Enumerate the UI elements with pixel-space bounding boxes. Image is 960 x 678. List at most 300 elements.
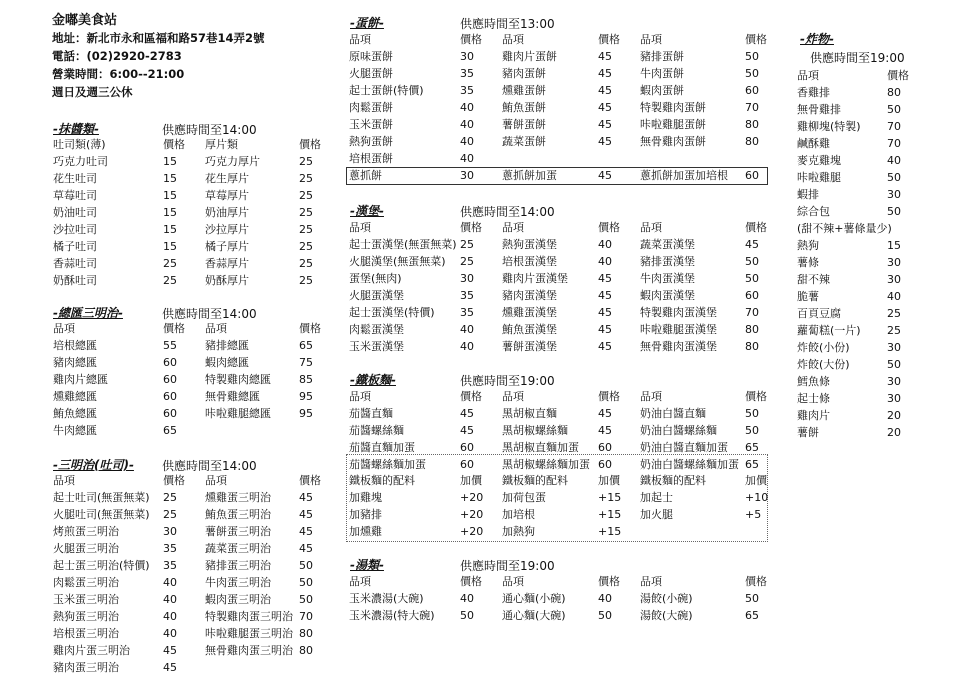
addon-price: +15 xyxy=(598,508,622,521)
menu-item-name: 培根蛋三明治 xyxy=(53,627,119,640)
menu-item-name: 火腿蛋餅 xyxy=(349,67,393,80)
menu-item-name: 咔啦雞腿蛋餅 xyxy=(640,118,706,131)
menu-item-name: 黑胡椒螺絲麵 xyxy=(502,424,568,437)
section-title: -總匯三明治- xyxy=(53,306,123,320)
menu-item-name: 燻雞蛋三明治 xyxy=(205,491,271,504)
store-hours: 營業時間：6:00--21:00 xyxy=(52,67,185,81)
menu-item-name: 火腿吐司(無蛋無菜) xyxy=(53,508,150,521)
menu-row xyxy=(0,305,960,322)
menu-item-name: 奶油白醬螺絲麵加蛋 xyxy=(640,458,739,471)
menu-item-name: 熱狗蛋餅 xyxy=(349,135,393,148)
menu-item-price: 45 xyxy=(598,84,612,97)
column-header: 價格 xyxy=(598,33,620,46)
menu-item-price: 50 xyxy=(745,255,759,268)
menu-item-name: 通心麵(小碗) xyxy=(502,592,566,605)
column-header: 品項 xyxy=(349,221,371,234)
menu-item-price: 50 xyxy=(598,609,612,622)
menu-item-name: 咔啦雞腿蛋漢堡 xyxy=(640,323,717,336)
menu-row xyxy=(0,186,960,203)
menu-item-price: 75 xyxy=(299,356,313,369)
menu-item-price: 80 xyxy=(745,323,759,336)
menu-item-name: 炸餃(小份) xyxy=(797,341,850,354)
menu-item-name: 起士蛋漢堡(特價) xyxy=(349,306,435,319)
menu-item-price: 50 xyxy=(887,171,901,184)
addon-price: +10 xyxy=(745,491,769,504)
column-header: 品項 xyxy=(640,390,662,403)
menu-item-price: 80 xyxy=(745,118,759,131)
column-header: 品項 xyxy=(349,33,371,46)
column-header: 價格 xyxy=(460,575,482,588)
column-header: 品項 xyxy=(349,390,371,403)
menu-item-name: 花生厚片 xyxy=(205,172,249,185)
menu-item-price: 30 xyxy=(887,341,901,354)
menu-item-name: 黑胡椒直麵 xyxy=(502,407,557,420)
menu-item-price: 25 xyxy=(299,172,313,185)
menu-item-name: 黑胡椒螺絲麵加蛋 xyxy=(502,458,590,471)
addon-price: +20 xyxy=(460,508,484,521)
menu-item-price: 40 xyxy=(887,290,901,303)
menu-item-name: 薯餅 xyxy=(797,426,819,439)
menu-item-price: 40 xyxy=(460,118,474,131)
menu-item-name: 蝦肉蛋三明治 xyxy=(205,593,271,606)
menu-row xyxy=(0,203,960,220)
menu-item-price: 60 xyxy=(598,441,612,454)
menu-item-price: 25 xyxy=(460,255,474,268)
menu-item-price: 70 xyxy=(887,120,901,133)
addon-header-row xyxy=(0,472,960,489)
menu-item-name: 起士吐司(無蛋無菜) xyxy=(53,491,150,504)
menu-item-name: 雞肉片蛋餅 xyxy=(502,50,557,63)
menu-item-price: 45 xyxy=(163,644,177,657)
menu-item-name: 香蒜吐司 xyxy=(53,257,97,270)
column-header: 價格 xyxy=(598,575,620,588)
menu-item-name: 特製雞肉蛋漢堡 xyxy=(640,306,717,319)
column-header: 價格 xyxy=(299,322,321,335)
menu-row xyxy=(0,288,960,305)
column-header: 品項 xyxy=(205,474,227,487)
store-closed-days: 週日及週三公休 xyxy=(52,85,133,99)
menu-item-price: 50 xyxy=(745,50,759,63)
menu-row xyxy=(0,390,960,407)
menu-item-name: 起士蛋餅(特價) xyxy=(349,84,424,97)
menu-item-name: 玉米蛋餅 xyxy=(349,118,393,131)
menu-item-price: 35 xyxy=(460,84,474,97)
menu-item-name: 肉鬆蛋三明治 xyxy=(53,576,119,589)
menu-item-name: 鮪魚總匯 xyxy=(53,407,97,420)
menu-item-price: 20 xyxy=(887,409,901,422)
menu-item-price: 25 xyxy=(299,274,313,287)
column-header: 品項 xyxy=(349,575,371,588)
column-header: 品項 xyxy=(640,33,662,46)
menu-row xyxy=(0,169,960,186)
menu-item-name: 雞柳塊(特製) xyxy=(797,120,861,133)
menu-item-price: 40 xyxy=(598,255,612,268)
menu-item-name: 咔啦雞腿蛋三明治 xyxy=(205,627,293,640)
menu-item-name: 熱狗 xyxy=(797,239,819,252)
menu-item-price: 35 xyxy=(460,306,474,319)
addon-price: +20 xyxy=(460,491,484,504)
menu-item-name: 蔥抓餅加蛋加培根 xyxy=(640,169,728,182)
menu-item-price: 15 xyxy=(163,223,177,236)
menu-item-name: 薯餅蛋三明治 xyxy=(205,525,271,538)
menu-item-name: 花生吐司 xyxy=(53,172,97,185)
menu-item-price: 25 xyxy=(299,240,313,253)
column-header: 品項 xyxy=(502,575,524,588)
column-header: 價格 xyxy=(887,69,909,82)
menu-item-name: 雞肉片蛋漢堡 xyxy=(502,272,568,285)
column-header: 厚片類 xyxy=(205,138,238,151)
menu-item-price: 60 xyxy=(598,458,612,471)
menu-item-price: 45 xyxy=(598,289,612,302)
menu-item-name: 肉鬆蛋餅 xyxy=(349,101,393,114)
supply-time: 供應時間至13:00 xyxy=(460,17,555,31)
supply-time: 供應時間至19:00 xyxy=(460,559,555,573)
menu-item-name: 茄醬直麵加蛋 xyxy=(349,441,415,454)
menu-item-price: 15 xyxy=(163,155,177,168)
supply-time: 供應時間至14:00 xyxy=(162,307,257,321)
menu-item-name: 烤煎蛋三明治 xyxy=(53,525,119,538)
column-header: 品項 xyxy=(502,390,524,403)
column-header: 品項 xyxy=(640,575,662,588)
addon-row xyxy=(0,506,960,523)
addon-column-header: 鐵板麵的配料 xyxy=(349,474,415,487)
menu-item-name: 特製雞肉蛋餅 xyxy=(640,101,706,114)
addon-row xyxy=(0,523,960,540)
menu-row xyxy=(0,356,960,373)
menu-item-name: 燻雞總匯 xyxy=(53,390,97,403)
column-header: 品項 xyxy=(502,221,524,234)
section-title: -炸物- xyxy=(800,32,834,46)
column-header: 價格 xyxy=(745,33,767,46)
section-title: -漢堡- xyxy=(350,204,384,218)
menu-item-name: 蝦肉蛋餅 xyxy=(640,84,684,97)
menu-item-name: 鱈魚條 xyxy=(797,375,830,388)
addon-column-header: 鐵板麵的配料 xyxy=(640,474,706,487)
menu-item-name: 玉米蛋漢堡 xyxy=(349,340,404,353)
menu-row xyxy=(0,407,960,424)
menu-item-price: 45 xyxy=(745,238,759,251)
menu-item-price: 40 xyxy=(460,152,474,165)
addon-column-header: 加價 xyxy=(598,474,620,487)
menu-item-name: 巧克力厚片 xyxy=(205,155,260,168)
menu-item-price: 25 xyxy=(887,307,901,320)
menu-item-name: 蔬菜蛋三明治 xyxy=(205,542,271,555)
menu-item-price: 45 xyxy=(598,101,612,114)
menu-item-name: 火腿漢堡(無蛋無菜) xyxy=(349,255,446,268)
menu-item-name: 咔啦雞腿 xyxy=(797,171,841,184)
store-phone: 電話：(02)2920-2783 xyxy=(52,49,182,63)
menu-row xyxy=(0,659,960,676)
menu-item-price: 60 xyxy=(163,356,177,369)
menu-item-name: 牛肉蛋三明治 xyxy=(205,576,271,589)
menu-item-price: 60 xyxy=(460,458,474,471)
column-header: 價格 xyxy=(745,221,767,234)
menu-item-price: 40 xyxy=(460,135,474,148)
menu-item-price: 40 xyxy=(598,592,612,605)
menu-item-name: 沙拉厚片 xyxy=(205,223,249,236)
menu-item-price: 50 xyxy=(745,424,759,437)
menu-row xyxy=(0,642,960,659)
menu-item-price: 45 xyxy=(598,50,612,63)
menu-item-price: 65 xyxy=(745,458,759,471)
column-header: 吐司類(薄) xyxy=(53,138,106,151)
supply-time: 供應時間至19:00 xyxy=(460,374,555,388)
menu-row xyxy=(0,373,960,390)
menu-item-price: 50 xyxy=(460,609,474,622)
menu-item-name: 特製雞肉總匯 xyxy=(205,373,271,386)
menu-item-price: 60 xyxy=(163,390,177,403)
menu-item-price: 25 xyxy=(299,155,313,168)
menu-item-price: 95 xyxy=(299,407,313,420)
menu-row xyxy=(0,254,960,271)
menu-item-name: 奶油白醬直麵加蛋 xyxy=(640,441,728,454)
supply-time: 供應時間至14:00 xyxy=(162,459,257,473)
menu-item-price: 30 xyxy=(163,525,177,538)
menu-item-price: 60 xyxy=(163,407,177,420)
menu-item-price: 45 xyxy=(299,508,313,521)
menu-item-name: 奶油吐司 xyxy=(53,206,97,219)
menu-row xyxy=(0,271,960,288)
addon-name: 加荷包蛋 xyxy=(502,491,546,504)
column-header: 價格 xyxy=(598,221,620,234)
menu-item-price: 40 xyxy=(460,323,474,336)
addon-column-header: 加價 xyxy=(460,474,482,487)
menu-item-price: 80 xyxy=(745,340,759,353)
menu-item-name: 鹹酥雞 xyxy=(797,137,830,150)
menu-item-name: 燻雞蛋餅 xyxy=(502,84,546,97)
menu-item-name: 牛肉總匯 xyxy=(53,424,97,437)
menu-item-name: 脆薯 xyxy=(797,290,819,303)
menu-item-name: 茄醬直麵 xyxy=(349,407,393,420)
menu-item-name: 蛋堡(無肉) xyxy=(349,272,402,285)
menu-item-price: 80 xyxy=(299,627,313,640)
menu-item-price: 45 xyxy=(598,424,612,437)
menu-row xyxy=(0,625,960,642)
menu-item-price: 45 xyxy=(598,67,612,80)
menu-item-price: 65 xyxy=(745,609,759,622)
addon-name: 加燻雞 xyxy=(349,525,382,538)
menu-item-price: 15 xyxy=(163,206,177,219)
menu-item-price: 40 xyxy=(460,101,474,114)
column-header: 價格 xyxy=(299,138,321,151)
menu-item-price: 45 xyxy=(299,525,313,538)
menu-item-name: 豬肉蛋漢堡 xyxy=(502,289,557,302)
section-title: -鐵板麵- xyxy=(350,373,396,387)
menu-item-name: 火腿蛋三明治 xyxy=(53,542,119,555)
menu-item-price: 45 xyxy=(598,272,612,285)
table-header-row xyxy=(0,573,960,590)
menu-item-price: 25 xyxy=(163,274,177,287)
menu-item-name: 牛肉蛋餅 xyxy=(640,67,684,80)
menu-item-price: 40 xyxy=(460,592,474,605)
menu-item-price: 70 xyxy=(745,101,759,114)
menu-item-price: 25 xyxy=(163,508,177,521)
menu-item-name: 培根蛋漢堡 xyxy=(502,255,557,268)
menu-item-price: 60 xyxy=(745,84,759,97)
menu-item-name: 培根蛋餅 xyxy=(349,152,393,165)
menu-item-name: 奶油白醬螺絲麵 xyxy=(640,424,717,437)
menu-item-price: 25 xyxy=(299,206,313,219)
column-header: 價格 xyxy=(598,390,620,403)
menu-item-price: 30 xyxy=(460,169,474,182)
menu-item-price: 60 xyxy=(745,169,759,182)
menu-item-name: 鮪魚蛋三明治 xyxy=(205,508,271,521)
column-header: 價格 xyxy=(163,322,185,335)
menu-item-name: 奶酥吐司 xyxy=(53,274,97,287)
column-header: 品項 xyxy=(640,221,662,234)
menu-item-name: 薯條 xyxy=(797,256,819,269)
menu-item-name: 無骨雞肉蛋三明治 xyxy=(205,644,293,657)
column-header: 價格 xyxy=(163,474,185,487)
menu-item-price: 65 xyxy=(745,441,759,454)
menu-item-price: 45 xyxy=(460,424,474,437)
menu-item-price: 95 xyxy=(299,390,313,403)
menu-item-price: 85 xyxy=(299,373,313,386)
addon-row xyxy=(0,489,960,506)
column-header: 價格 xyxy=(299,474,321,487)
menu-item-name: 豬肉蛋三明治 xyxy=(53,661,119,674)
menu-item-name: 燻雞蛋漢堡 xyxy=(502,306,557,319)
menu-item-name: 香蒜厚片 xyxy=(205,257,249,270)
menu-item-name: 橘子吐司 xyxy=(53,240,97,253)
menu-item-name: 無骨雞總匯 xyxy=(205,390,260,403)
menu-row xyxy=(0,118,960,135)
menu-item-price: 20 xyxy=(887,426,901,439)
menu-item-price: 30 xyxy=(887,392,901,405)
menu-row xyxy=(0,101,960,118)
column-header: 品項 xyxy=(53,474,75,487)
supply-time: 供應時間至14:00 xyxy=(162,123,257,137)
menu-item-name: 炸餃(大份) xyxy=(797,358,850,371)
menu-item-price: 70 xyxy=(745,306,759,319)
menu-item-name: 鮪魚蛋漢堡 xyxy=(502,323,557,336)
addon-name: 加豬排 xyxy=(349,508,382,521)
menu-item-name: 奶油白醬直麵 xyxy=(640,407,706,420)
menu-item-name: 茄醬螺絲麵 xyxy=(349,424,404,437)
menu-item-price: 55 xyxy=(163,339,177,352)
menu-item-price: 30 xyxy=(460,50,474,63)
menu-item-name: 咔啦雞腿總匯 xyxy=(205,407,271,420)
addon-price: +20 xyxy=(460,525,484,538)
menu-item-price: 45 xyxy=(598,306,612,319)
menu-item-name: 無骨雞肉蛋漢堡 xyxy=(640,340,717,353)
menu-item-price: 65 xyxy=(163,424,177,437)
menu-item-name: 肉鬆蛋漢堡 xyxy=(349,323,404,336)
menu-item-price: 45 xyxy=(299,542,313,555)
menu-item-name: 培根總匯 xyxy=(53,339,97,352)
menu-row xyxy=(0,322,960,339)
menu-item-name: 蔬菜蛋餅 xyxy=(502,135,546,148)
menu-item-name: 沙拉吐司 xyxy=(53,223,97,236)
menu-item-price: 45 xyxy=(598,169,612,182)
menu-item-name: 豬排總匯 xyxy=(205,339,249,352)
column-header: 品項 xyxy=(797,69,819,82)
menu-item-name: 特製雞肉蛋三明治 xyxy=(205,610,293,623)
addon-name: 加熱狗 xyxy=(502,525,535,538)
addon-price: +15 xyxy=(598,525,622,538)
menu-item-price: 15 xyxy=(163,240,177,253)
menu-item-name: 玉米濃湯(大碗) xyxy=(349,592,424,605)
column-header: 品項 xyxy=(205,322,227,335)
column-header: 價格 xyxy=(163,138,185,151)
menu-item-name: 蝦肉蛋漢堡 xyxy=(640,289,695,302)
menu-row xyxy=(0,84,960,101)
menu-item-price: 80 xyxy=(299,644,313,657)
menu-item-name: 熱狗蛋漢堡 xyxy=(502,238,557,251)
menu-item-price: 40 xyxy=(460,340,474,353)
menu-item-price: 30 xyxy=(887,188,901,201)
menu-item-name: 通心麵(大碗) xyxy=(502,609,566,622)
menu-item-name: 牛肉蛋漢堡 xyxy=(640,272,695,285)
menu-item-name: 豬肉蛋餅 xyxy=(502,67,546,80)
column-header: 價格 xyxy=(745,390,767,403)
addon-column-header: 鐵板麵的配料 xyxy=(502,474,568,487)
menu-row xyxy=(0,590,960,607)
menu-item-price: 30 xyxy=(460,272,474,285)
menu-item-price: 30 xyxy=(887,256,901,269)
menu-item-price: 30 xyxy=(887,375,901,388)
menu-item-name: 蘿蔔糕(一片) xyxy=(797,324,861,337)
menu-item-price: 25 xyxy=(299,189,313,202)
menu-item-name: 熱狗蛋三明治 xyxy=(53,610,119,623)
menu-item-price: 45 xyxy=(299,491,313,504)
menu-item-price: 15 xyxy=(887,239,901,252)
menu-item-price: 80 xyxy=(745,135,759,148)
menu-item-name: 雞肉片蛋三明治 xyxy=(53,644,130,657)
menu-item-price: 15 xyxy=(163,189,177,202)
menu-item-price: 30 xyxy=(887,273,901,286)
menu-item-price: 25 xyxy=(887,324,901,337)
column-header: 價格 xyxy=(460,221,482,234)
menu-item-name: (甜不辣+薯條量少) xyxy=(797,222,892,235)
menu-item-price: 40 xyxy=(163,627,177,640)
column-header: 品項 xyxy=(53,322,75,335)
menu-item-name: 薯餅蛋漢堡 xyxy=(502,340,557,353)
menu-item-name: 百頁豆腐 xyxy=(797,307,841,320)
menu-item-price: 40 xyxy=(598,238,612,251)
column-header: 價格 xyxy=(460,390,482,403)
menu-item-name: 蝦肉總匯 xyxy=(205,356,249,369)
menu-item-name: 巧克力吐司 xyxy=(53,155,108,168)
menu-item-price: 45 xyxy=(598,118,612,131)
menu-item-price: 45 xyxy=(163,661,177,674)
menu-item-name: 茄醬螺絲麵加蛋 xyxy=(349,458,426,471)
menu-item-price: 45 xyxy=(460,407,474,420)
menu-row xyxy=(0,424,960,441)
menu-item-price: 45 xyxy=(598,340,612,353)
menu-item-price: 65 xyxy=(299,339,313,352)
menu-item-price: 40 xyxy=(163,576,177,589)
menu-item-price: 25 xyxy=(460,238,474,251)
menu-item-name: 甜不辣 xyxy=(797,273,830,286)
menu-item-name: 湯餃(小碗) xyxy=(640,592,693,605)
addon-name: 加雞塊 xyxy=(349,491,382,504)
menu-item-price: 50 xyxy=(745,407,759,420)
menu-item-name: 蔬菜蛋漢堡 xyxy=(640,238,695,251)
menu-item-name: 綜合包 xyxy=(797,205,830,218)
menu-item-price: 60 xyxy=(163,373,177,386)
menu-item-price: 45 xyxy=(598,135,612,148)
menu-row xyxy=(0,237,960,254)
menu-item-name: 黑胡椒直麵加蛋 xyxy=(502,441,579,454)
menu-item-price: 45 xyxy=(598,407,612,420)
menu-item-name: 奶油厚片 xyxy=(205,206,249,219)
menu-item-price: 35 xyxy=(163,559,177,572)
menu-item-name: 蝦排 xyxy=(797,188,819,201)
menu-item-price: 50 xyxy=(299,593,313,606)
menu-item-name: 蔥抓餅 xyxy=(349,169,382,182)
menu-item-name: 原味蛋餅 xyxy=(349,50,393,63)
